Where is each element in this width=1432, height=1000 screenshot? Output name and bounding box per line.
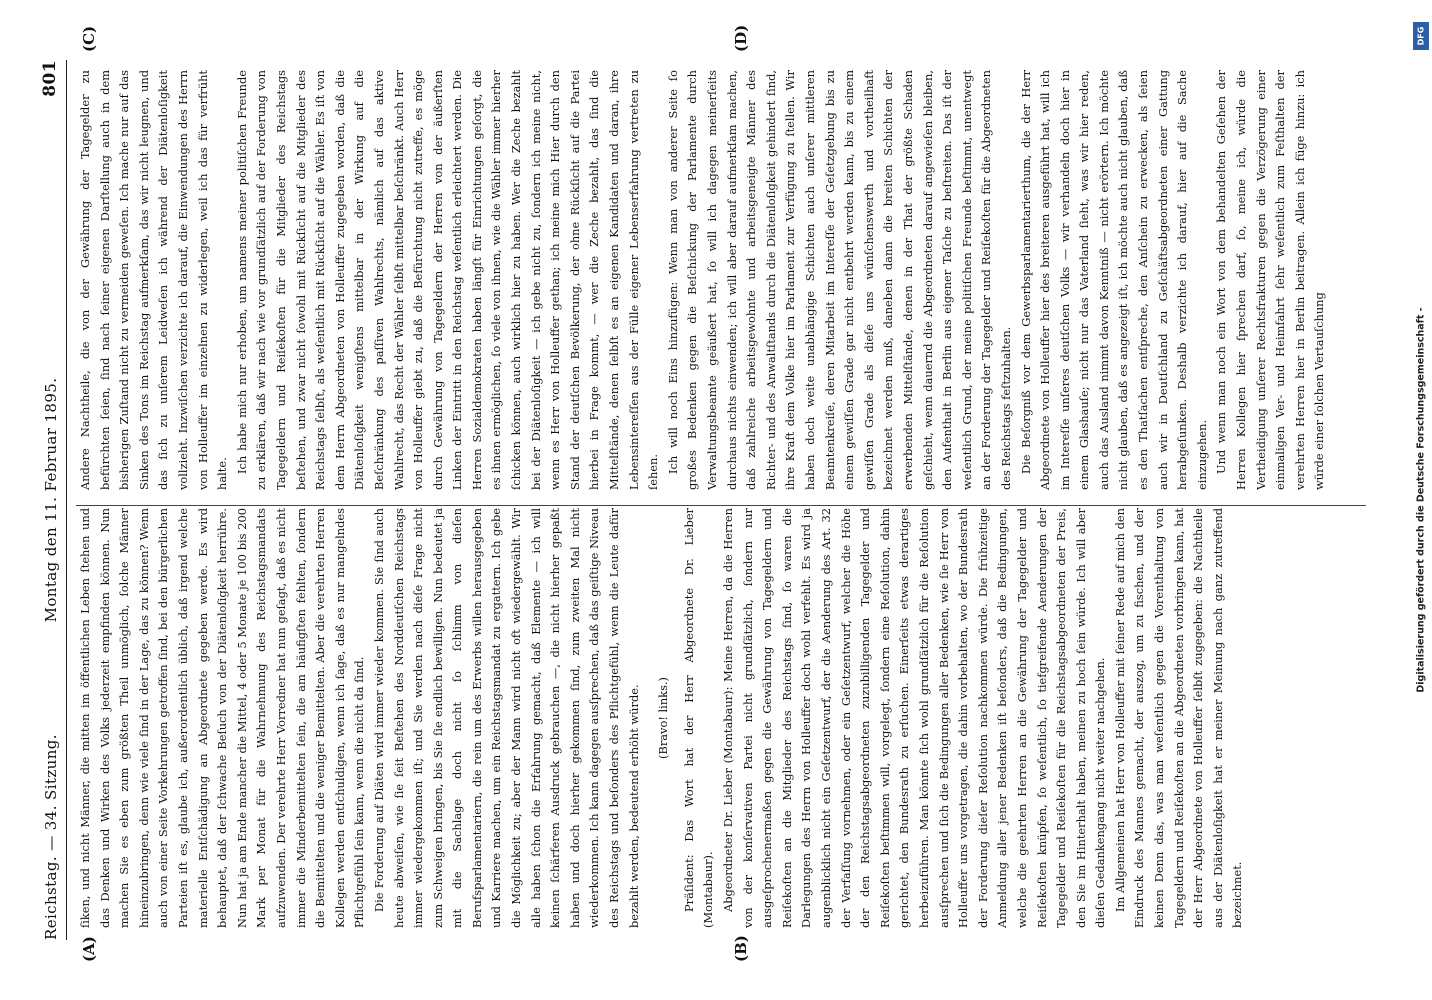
paragraph: Ich habe mich nur erhoben, um namens meiner politiſchen Freunde zu erklären, daß wir nach wie vor grundſätzlich auf der Forderung von Tagegeldern und Reiſekoſten für die Mitglieder des Reichstags beſtehen, und zwar nicht ſowohl mit Rückſicht auf die Mitglieder des Reichstags ſelbſt, als weſentlich mit Rückſicht auf die Wähler. Es iſt von dem Herrn Abgeordneten von Holleuffer zugegeben worden, daß die Diätenloſigkeit wenigſtens mittelbar in der Wirkung auf die Beſchränkung des paſſiven Wahlrechts, nämlich auf das aktive Wahlrecht, das Recht der Wähler ſelbſt mittelbar beſchränkt. Auch Herr von Holleuffer giebt zu, daß die Befürchtung nicht zutreffe, es möge durch Gewährung von Tagegeldern der Herren von der äußerſten Linken der Eintritt in den Reichstag weſentlich erleichtert werden. Die Herren Sozialdemokraten haben längſt für Einrichtungen geſorgt, die es ihnen ermöglichen, ſo viele von ihnen, wie die Wähler immer hierher ſchicken können, auch wirklich hier zu haben. Wer die Zeche bezahlt bei der Diätenloſigkeit — ich gebe nicht zu, ſondern ich meine nicht, wenn es Herr von Holleuffer gethan; ich meine mich Hier durch den Stand der deutſchen Bevölkerung, der ohne Rückſicht auf die Partei hierbei in Frage kommt, — wer die Zeche bezahlt, das ſind die Mittelſtände, denen ſelbſt es an eigenen Kandidaten und daran, ihre Lebensintereſſen aus der Fülle eigener Lebenserfahrung vertreten zu ſehen. — [234, 70, 661, 490]
header-date: Montag den 11. Februar 1895. — [42, 377, 60, 623]
president-announcement: Präſident: Das Wort hat der Herr Abgeordnete Dr. Lieber (Montabaur). — [681, 508, 716, 928]
paragraph: ſiken, und nicht Männer, die mitten im öffentlichen Leben ſtehen und das Denken und Wirken des Volks jederzeit empfinden können. Nun machen Sie es eben zum größten Theil unmöglich, ſolche Männer hineinzubringen, denn wie viele ſind in der Lage, das zu können? Wenn auch von einer Seite Vorkehrungen getroffen ſind, bei den bürgerlichen Parteien iſt es, glaube ich, außerordentlich üblich, daß irgend welche materielle Entſchädigung an Abgeordnete gegeben werde. Es wird behauptet, daß der ſchwache Beſuch von der Diätenloſigkeit herrühre. Nun hat ja am Ende mancher die Mittel, 4 oder 5 Monate je 100 bis 200 Mark per Monat für die Wahrnehmung des Reichstagsmandats aufzuwenden. Der verehrte Herr Vorredner hat nun geſagt, daß es nicht immer die Minderbemittelten ſein, die am häufigſten fehlten, ſondern die Bemittelten und die weniger Bemittelten. Aber die verehrten Herren Kollegen werden entſchuldigen, wenn ich ſage, daß es nur mangelndes Pflichtgefühl ſein kann, wenn die nicht da ſind. — [78, 508, 367, 928]
header-session: Reichstag. — 34. Sitzung. — [42, 734, 60, 940]
newspaper-sheet — [32, 20, 1400, 980]
paragraph: Und wenn man noch ein Wort von dem behandelten Geſehen der Herren Kollegen hier ſprechen darf, ſo, meine ich, würde die Vertheidigung unſerer Rechtsfrakturen gegen die Verzögerung einer einmaligen Ver- und Heimfahrt ſehr weſentlich zum Feſthalten der verehrten Herren hier in Berlin beitragen. Allein ich füge hinzu: ich würde einer ſolchen Vertauſchung — [1214, 70, 1327, 490]
right-column — [76, 70, 1366, 490]
dfg-label: DFG — [1416, 26, 1426, 46]
page-number: 801 — [40, 60, 60, 97]
digitization-credit — [1412, 40, 1430, 960]
paragraph: Die Beſorgniß vor dem Gewerbsparlamentarierthum, die der Herr Abgeordnete von Holleuffer hier des breiteren ausgeführt hat, will ich im Intereſſe unſeres deutſchen Volks — wir verhandeln doch hier in einem Glashauſe; nicht nur das Vaterland ſieht, was wir hier reden, auch das Ausland nimmt davon Kenntniß — nicht erörtern. Ich möchte nicht glauben, daß es angezeigt iſt, ich möchte auch nicht glauben, daß es den Thatſachen entſpreche, den Anſchein zu erwecken, als ſeien auch wir in Deutſchland zu Geſchäftsabgeordneten einer Gattung herabgeſunken. Deshalb verzichte ich darauf, hier auf die Sache einzugehen. — [1018, 70, 1209, 490]
dfg-logo-icon — [1413, 22, 1429, 50]
paragraph: Abgeordneter Dr. Lieber (Montabaur): Meine Herren, da die Herren von der konſervativen Partei nicht grundſätzlich, ſondern nur ausgeſprochenermaßen gegen die Gewährung von Tagegeldern und Reiſekoſten an die Mitglieder des Reichstags ſind, ſo waren die Darlegungen des Herrn von Holleuffer doch wohl verfehlt. Es wird ja augenblicklich nicht ein Geſetzentwurf, der die Aenderung des Art. 32 der Verfaſſung vornehmen, oder ein Geſetzentwurf, welcher die Höhe der den Reichstagsabgeordneten zuzubilligenden Tagegelder und Reiſekoſten beſtimmen will, vorgelegt, ſondern eine Reſolution, dahin gerichtet, den Bundesrath zu erſuchen. Einerſeits etwas derartiges herbeizuführen. Man könnte ſich wohl grundſätzlich für die Reſolution ausſprechen und ſich die Bedingungen aller Bedenken, wie ſie Herr von Holleuffer uns vorgetragen, die dahin vorbehalten, wo der Bundesrath der Forderung dieſer Reſolution nachkommen würde. Die frühzeitige Anmeldung aller jener Bedenken iſt beſonders, daß die Bedingungen, welche die geehrten Herren an die Gewährung der Tagegelder und Reiſekoſten knüpfen, ſo weſentlich, ſo tiefgreifende Aenderungen der Tagegelder und Reiſekoſten für die Reichstagsabgeordneten der Preis, den Sie im Hinterhalt haben, meinen zu hoch ſein würde. Ich will aber dieſen Gedankengang nicht weiter nachgehen. — [721, 508, 1108, 928]
paragraph: Die Forderung auf Diäten wird immer wieder kommen. Sie ſind auch heute abweiſen, wie ſie ſeit Beſtehen des Norddeutſchen Reichstags immer wiedergekommen iſt; und Sie werden nach dieſe Frage nicht zum Schweigen bringen, bis Sie ſie endlich bewilligen. Nun bedeutet ja mit die Sachlage doch nicht ſo ſchlimm von dieſen Berufsparlamentariern, die rein um des Erwerbs willen herausgegeben und Karriere machen, um ein Reichstagsmandat zu ergattern. Ich gebe die Möglichkeit zu; aber der Mann wird nicht oft wiedergewählt. Wir alle haben ſchon die Erfahrung gemacht, daß Elemente — ich will keinen ſchärferen Ausdruck gebrauchen —, die nicht hierher gepaßt haben und doch hierher gekommen ſind, zum zweiten Mal nicht wiederkommen. Ich kann dagegen ausſprechen, daß das geiſtige Niveau des Reichstags und beſonders des Pflichtgefühl, wenn die Leute dafür bezahlt werden, bedeutend erhöht würde. — [371, 508, 641, 928]
column-marker-b: (B) — [732, 935, 750, 962]
running-header — [40, 60, 67, 940]
paragraph: Andere Nachtheile, die von der Gewährung der Tagegelder zu befürchten ſeien, ſind nach ſeiner eigenen Darſtellung auch in dem bisherigen Zuſtand nicht zu vermeiden geweſen. Ich mache nur auf das Sinken des Tons im Reichstag aufmerkſam, das wir nicht leugnen, und das ſich zu unſerem Leidweſen ich während der Diätenloſigkeit vollzieht. Inzwiſchen verzichte ich darauf, die Einwendungen des Herrn von Holleuffer im einzelnen zu widerlegen, weil ich das für verfrüht halte. — [78, 70, 230, 490]
column-marker-c: (C) — [80, 25, 98, 52]
left-column — [76, 508, 1366, 928]
applause-note: (Bravo! links.) — [656, 677, 671, 759]
column-marker-a: (A) — [80, 936, 98, 962]
paragraph: Ich will noch Eins hinzufügen: Wenn man von anderer Seite ſo großes Bedenken gegen die Beſchickung der Parlamente durch Verwaltungsbeamte geäußert hat, ſo will ich dagegen meinerſeits durchaus nichts einwenden; ich will aber darauf aufmerkſam machen, daß zahlreiche arbeitsgewohnte und arbeitsgeneigte Männer des Richter- und des Anwaltſtands durch die Diätenloſigkeit gehindert ſind, ihre Kraft dem Volke hier im Parlament zur Verfügung zu ſtellen. Wir haben doch weite unabhängige Schichten auch unſerer mittleren Beamtenkreiſe, deren Mitarbeit im Intereſſe der Geſetzgebung bis zu einem gewiſſen Grade gar nicht entbehrt werden kann, bis zu einem gewiſſen Grade als dieſe uns wünſchenswerth und vortheilhaft bezeichnet werden muß, daneben dann die breiten Schichten der erwerbenden Mittelſtände, denen in der That der größte Schaden geſchieht, wenn dauernd die Abgeordneten darauf angewieſen bleiben, den Aufenthalt in Berlin aus eigener Taſche zu beſtreiten. Das iſt der weſentlich Grund, der meine politiſchen Freunde beſtimmt, unentwegt an der Forderung der Tagegelder und Reiſekoſten für die Abgeordneten des Reichstags feſtzuhalten. — [665, 70, 1013, 490]
column-divider — [76, 505, 1366, 506]
credit-text: Digitalisierung gefördert durch die Deutsche Forschungsgemeinschaft - — [1415, 307, 1427, 693]
column-marker-d: (D) — [732, 24, 750, 52]
paragraph: Im Allgemeinen hat Herr von Holleuffer mit ſeiner Rede auf mich den Eindruck des Mannes gemacht, der auszog, um zu fischen, und der keinen Denn das, was man weſentlich gegen die Vorenthaltung von Tagegeldern und Reiſekoſten an die Abgeordneten vorbringen kann, hat der Herr Abgeordnete von Holleuffer ſelbſt zugegeben: die Nachtheile aus der Diätenloſigkeit hat er meiner Meinung nach ganz zutreffend bezeichnet. — [1112, 508, 1245, 928]
